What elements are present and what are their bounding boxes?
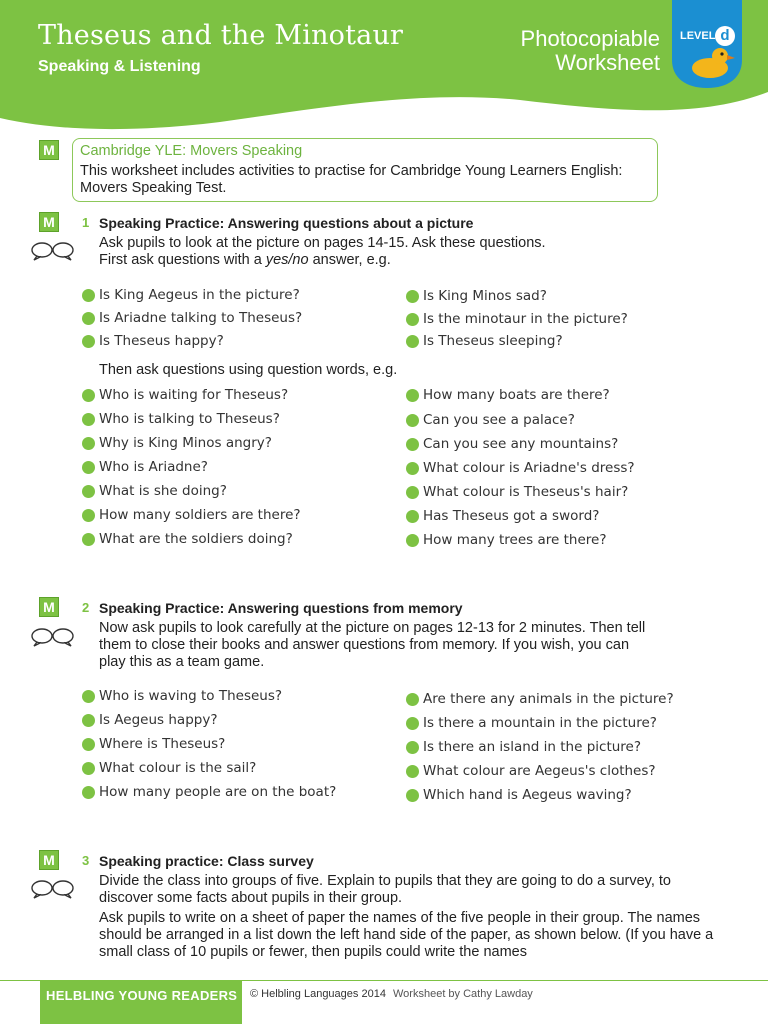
question-text: Who is waving to Theseus? bbox=[99, 688, 283, 704]
speech-bubbles-icon bbox=[29, 627, 77, 647]
speech-bubbles-icon bbox=[29, 241, 77, 261]
footer-brand-box bbox=[40, 981, 242, 1024]
section1-intro-line-2 bbox=[99, 252, 739, 269]
question-text: Is Aegeus happy? bbox=[99, 712, 218, 728]
list-item bbox=[423, 691, 674, 707]
question-text: Which hand is Aegeus waving? bbox=[423, 787, 632, 803]
list-item bbox=[423, 739, 641, 755]
list-item bbox=[423, 715, 657, 731]
list-item bbox=[423, 412, 575, 428]
movers-badge: M bbox=[39, 140, 59, 160]
list-item bbox=[99, 760, 256, 776]
bullet-icon bbox=[82, 389, 95, 402]
page-title: Theseus and the Minotaur bbox=[38, 20, 404, 51]
bullet-icon bbox=[82, 690, 95, 703]
bullet-icon bbox=[406, 693, 419, 706]
section3-number: 3 bbox=[82, 853, 90, 868]
question-text: What colour is Ariadne's dress? bbox=[423, 460, 635, 476]
question-text: What is she doing? bbox=[99, 483, 227, 499]
bullet-icon bbox=[82, 533, 95, 546]
list-item bbox=[423, 532, 607, 548]
list-item bbox=[423, 288, 547, 304]
list-item bbox=[423, 460, 635, 476]
info-box-body: This worksheet includes activities to practise for Cambridge Young Learners English: Movers Speaking Test. bbox=[80, 163, 623, 196]
bullet-icon bbox=[406, 486, 419, 499]
section1-intro bbox=[99, 235, 739, 269]
list-item bbox=[99, 507, 301, 523]
list-item bbox=[423, 311, 628, 327]
list-item bbox=[423, 484, 628, 500]
bullet-icon bbox=[82, 786, 95, 799]
list-item bbox=[423, 787, 632, 803]
intro-text-em: yes/no bbox=[265, 252, 309, 268]
bullet-icon bbox=[82, 312, 95, 325]
bullet-icon bbox=[406, 389, 419, 402]
list-item bbox=[99, 287, 300, 303]
bullet-icon bbox=[82, 289, 95, 302]
question-text: Is Ariadne talking to Theseus? bbox=[99, 310, 303, 326]
list-item bbox=[99, 784, 336, 800]
level-badge-icon bbox=[672, 0, 742, 88]
level-letter: d bbox=[715, 26, 735, 46]
intro-text-b: answer, e.g. bbox=[308, 252, 391, 268]
list-item bbox=[99, 712, 218, 728]
section1-then-text: Then ask questions using question words, e.g. bbox=[99, 362, 398, 378]
question-text: What are the soldiers doing? bbox=[99, 531, 293, 547]
question-text: Is there a mountain in the picture? bbox=[423, 715, 657, 731]
list-item bbox=[99, 387, 288, 403]
bullet-icon bbox=[82, 485, 95, 498]
section2-number: 2 bbox=[82, 600, 90, 615]
question-text: How many soldiers are there? bbox=[99, 507, 301, 523]
bullet-icon bbox=[406, 789, 419, 802]
question-text: Is Theseus sleeping? bbox=[423, 333, 563, 349]
question-text: How many trees are there? bbox=[423, 532, 607, 548]
question-text: How many people are on the boat? bbox=[99, 784, 337, 800]
bullet-icon bbox=[406, 335, 419, 348]
question-text: How many boats are there? bbox=[423, 387, 610, 403]
bullet-icon bbox=[406, 717, 419, 730]
section1-intro-line-1: Ask pupils to look at the picture on pages 14-15. Ask these questions. bbox=[99, 235, 546, 251]
question-text: Are there any animals in the picture? bbox=[423, 691, 674, 707]
question-text: What colour is the sail? bbox=[99, 760, 257, 776]
list-item bbox=[99, 435, 272, 451]
question-text: What colour is Theseus's hair? bbox=[423, 484, 629, 500]
list-item bbox=[99, 333, 224, 349]
bullet-icon bbox=[406, 414, 419, 427]
bullet-icon bbox=[82, 509, 95, 522]
bullet-icon bbox=[406, 313, 419, 326]
question-text: Who is waiting for Theseus? bbox=[99, 387, 289, 403]
section2-movers-badge: M bbox=[39, 597, 59, 617]
bullet-icon bbox=[82, 437, 95, 450]
list-item bbox=[423, 508, 599, 524]
question-text: Is King Aegeus in the picture? bbox=[99, 287, 300, 303]
list-item bbox=[423, 333, 563, 349]
bullet-icon bbox=[82, 738, 95, 751]
question-text: Who is talking to Theseus? bbox=[99, 411, 280, 427]
list-item bbox=[99, 310, 302, 326]
list-item bbox=[423, 436, 618, 452]
section2-intro: Now ask pupils to look carefully at the picture on pages 12-13 for 2 minutes. Then tell them to close their books and answer questions from memory. If you wish, you can play this as a team game. bbox=[99, 620, 646, 670]
question-text: Is Theseus happy? bbox=[99, 333, 224, 349]
footer-copyright: © Helbling Languages 2014 bbox=[250, 988, 386, 1000]
bullet-icon bbox=[82, 762, 95, 775]
footer-byline: Worksheet by Cathy Lawday bbox=[393, 988, 533, 1000]
bullet-icon bbox=[82, 413, 95, 426]
photocopiable-label bbox=[460, 27, 660, 75]
list-item bbox=[99, 736, 225, 752]
question-text: Is there an island in the picture? bbox=[423, 739, 642, 755]
question-text: Has Theseus got a sword? bbox=[423, 508, 600, 524]
bullet-icon bbox=[406, 741, 419, 754]
list-item bbox=[99, 688, 282, 704]
section3-title: Speaking practice: Class survey bbox=[99, 853, 314, 869]
list-item bbox=[99, 483, 227, 499]
speech-bubbles-icon bbox=[29, 879, 77, 899]
question-text: Can you see any mountains? bbox=[423, 436, 619, 452]
bullet-icon bbox=[82, 335, 95, 348]
list-item bbox=[99, 531, 293, 547]
bullet-icon bbox=[82, 461, 95, 474]
level-label: LEVEL bbox=[680, 30, 716, 42]
question-text: What colour are Aegeus's clothes? bbox=[423, 763, 656, 779]
page-subtitle: Speaking & Listening bbox=[38, 58, 201, 75]
list-item bbox=[99, 459, 208, 475]
photocopiable-line-2: Worksheet bbox=[555, 50, 660, 75]
intro-text-a: First ask questions with a bbox=[99, 252, 266, 268]
question-text: Why is King Minos angry? bbox=[99, 435, 272, 451]
section2-title: Speaking Practice: Answering questions from memory bbox=[99, 600, 463, 616]
info-box-title: Cambridge YLE: Movers Speaking bbox=[80, 143, 303, 159]
bullet-icon bbox=[406, 765, 419, 778]
section3-paragraph-2: Ask pupils to write on a sheet of paper the names of the five people in their group. The names should be arranged in a list down the left hand side of the paper, as shown below. (If you have a small class of 10 pupils or fewer, then pupils could write the names bbox=[99, 910, 714, 960]
list-item bbox=[99, 411, 280, 427]
bullet-icon bbox=[406, 534, 419, 547]
footer-brand-text: HELBLING YOUNG READERS bbox=[46, 988, 238, 1003]
bullet-icon bbox=[82, 714, 95, 727]
section1-movers-badge: M bbox=[39, 212, 59, 232]
bullet-icon bbox=[406, 510, 419, 523]
question-text: Is the minotaur in the picture? bbox=[423, 311, 628, 327]
bullet-icon bbox=[406, 290, 419, 303]
list-item bbox=[423, 763, 656, 779]
section1-number: 1 bbox=[82, 215, 90, 230]
question-text: Is King Minos sad? bbox=[423, 288, 547, 304]
photocopiable-line-1: Photocopiable bbox=[520, 26, 660, 51]
section3-paragraph-1: Divide the class into groups of five. Explain to pupils that they are going to do a survey, to discover some facts about pupils in their group. bbox=[99, 873, 671, 906]
section3-movers-badge: M bbox=[39, 850, 59, 870]
question-text: Who is Ariadne? bbox=[99, 459, 208, 475]
bullet-icon bbox=[406, 462, 419, 475]
section1-title: Speaking Practice: Answering questions about a picture bbox=[99, 215, 474, 231]
list-item bbox=[423, 387, 610, 403]
bullet-icon bbox=[406, 438, 419, 451]
question-text: Where is Theseus? bbox=[99, 736, 226, 752]
question-text: Can you see a palace? bbox=[423, 412, 575, 428]
